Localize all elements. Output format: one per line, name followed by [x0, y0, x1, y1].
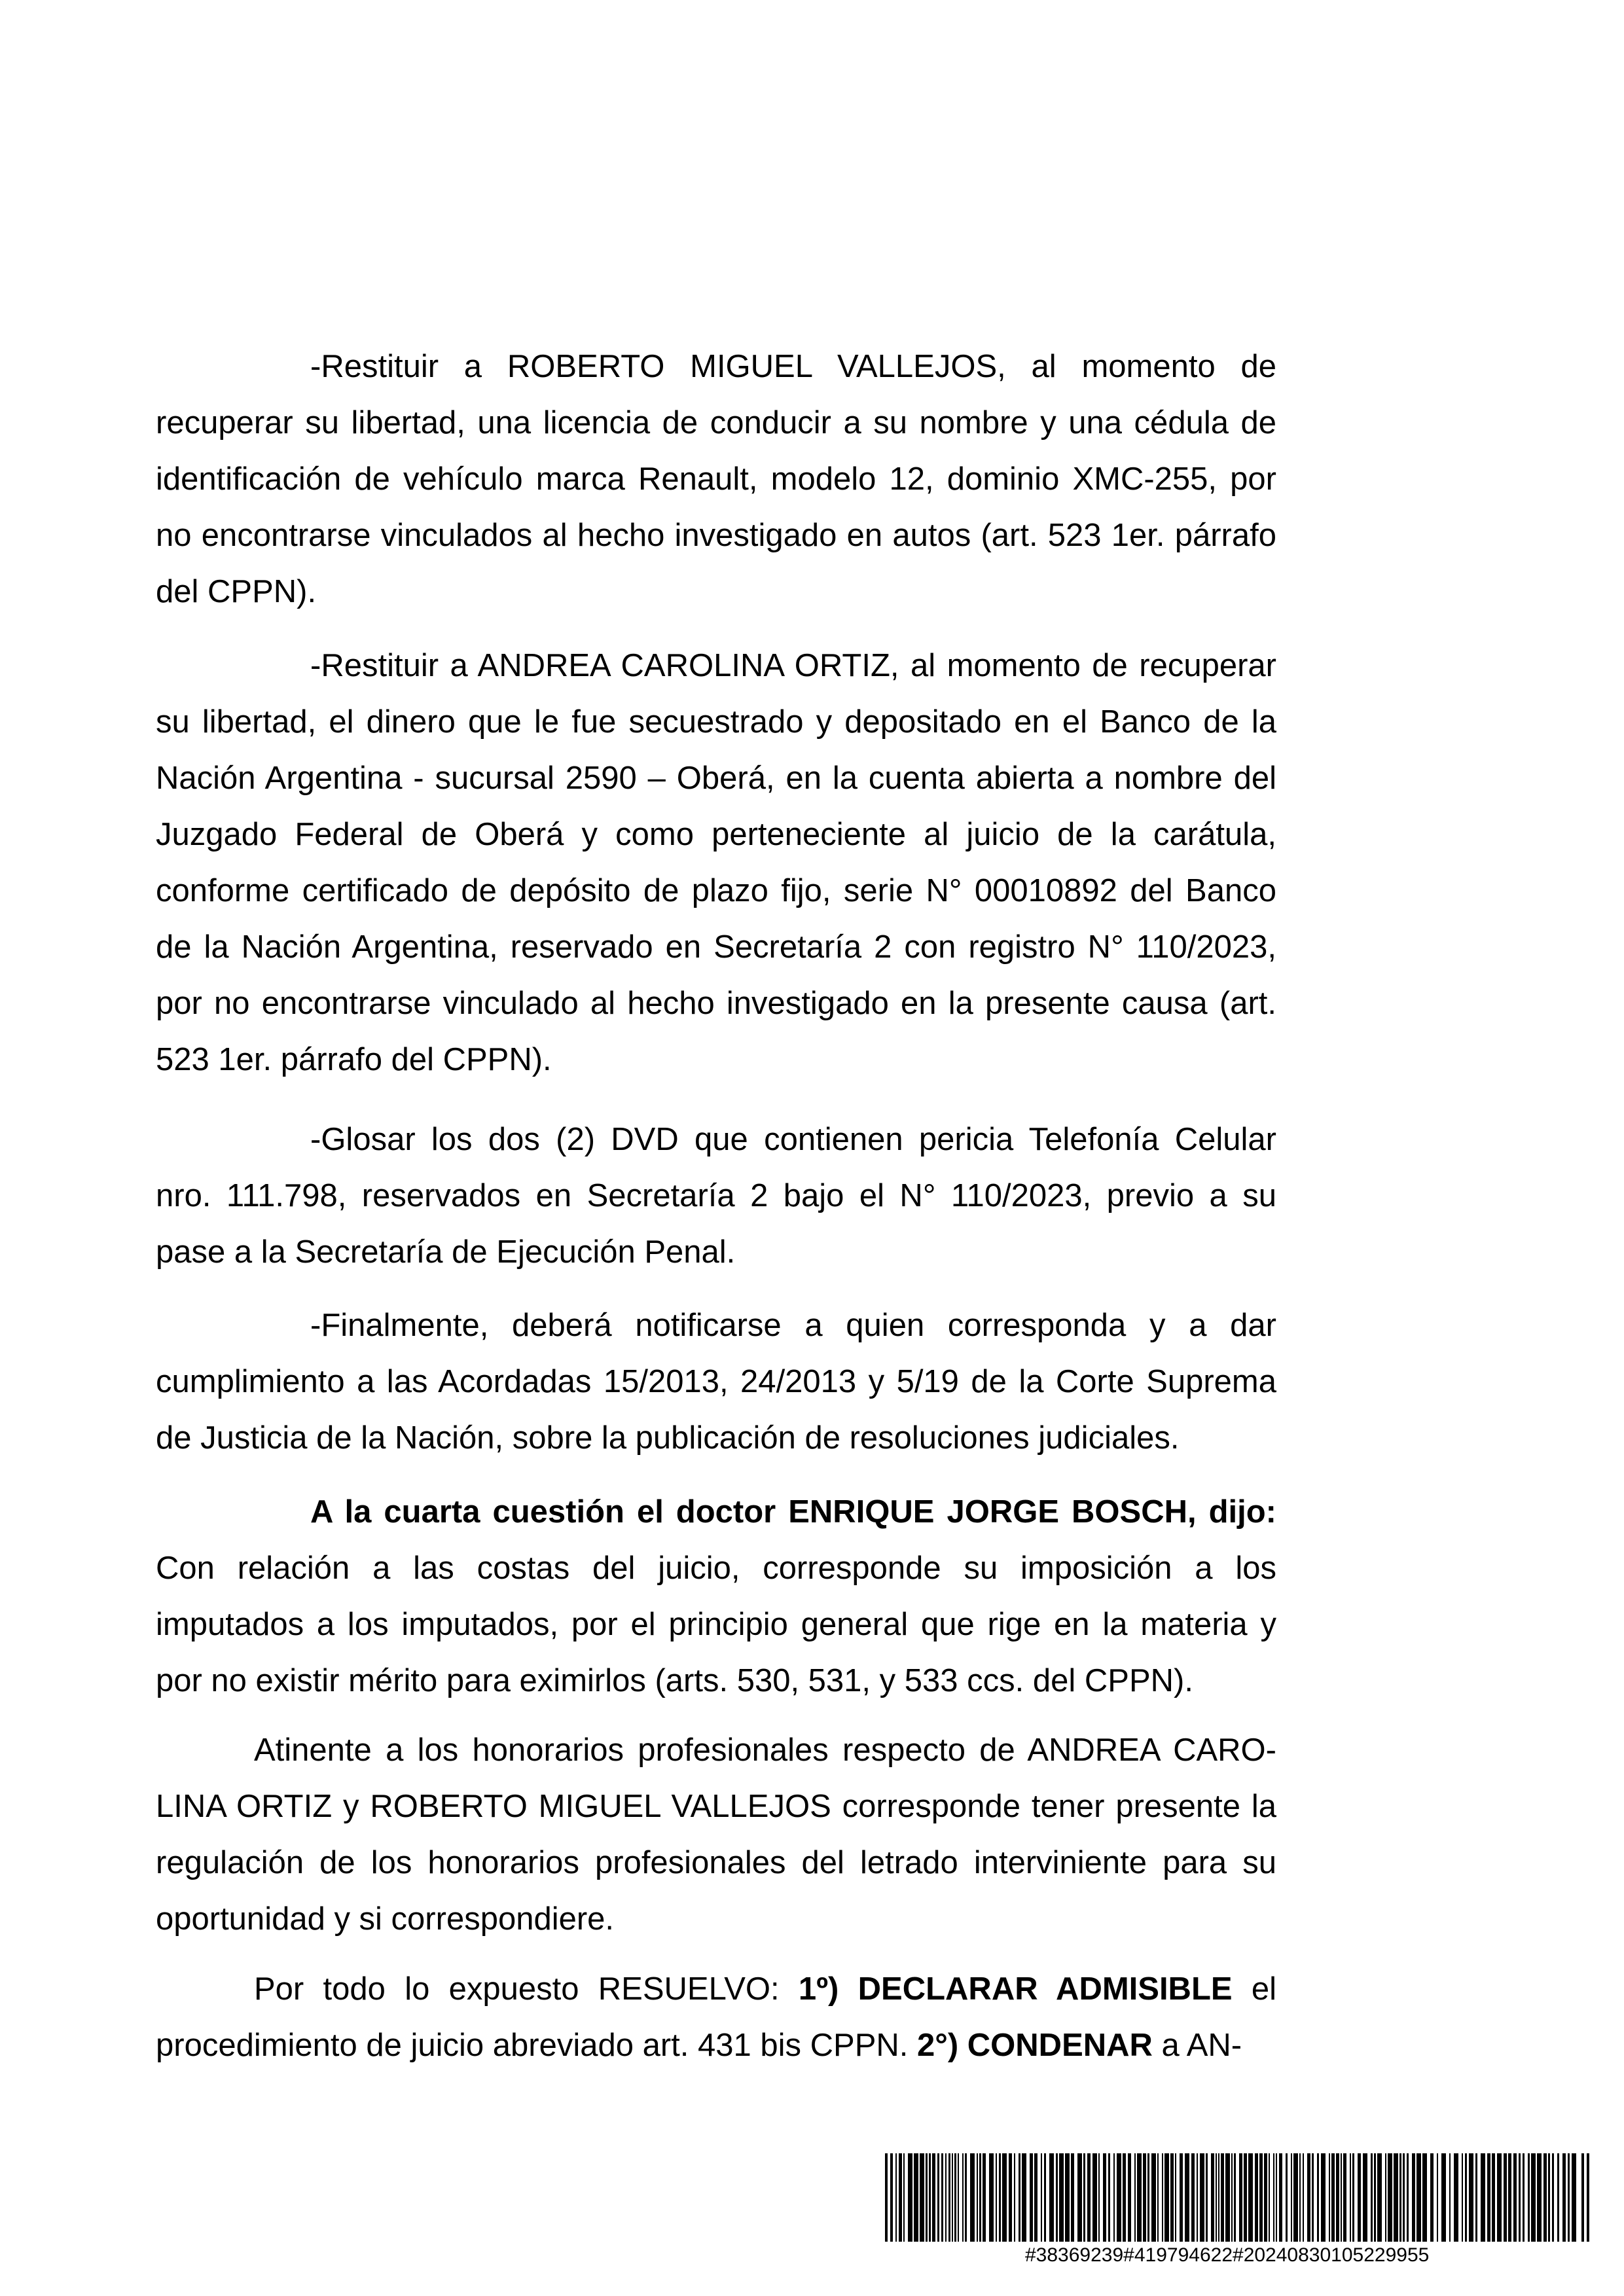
barcode-bar — [929, 2153, 931, 2242]
barcode-bar — [1103, 2153, 1106, 2242]
paragraph-resolution — [156, 1961, 1276, 2073]
barcode-bar — [1041, 2153, 1042, 2242]
barcode-bar — [1363, 2153, 1367, 2242]
barcode-bar — [1403, 2153, 1405, 2242]
barcode-bar — [914, 2153, 918, 2242]
barcode-bar — [1056, 2153, 1058, 2242]
barcode-bar — [1234, 2153, 1236, 2242]
paragraph-notification: -Finalmente, deberá notificarse a quien corresponda y a dar cumplimiento a las Acordadas 15/2013, 24/2013 y 5/19 de la Corte Suprema de Justicia de la Nación, sobre la publicación de resoluciones judiciales. — [156, 1308, 1276, 1456]
barcode-bar — [1343, 2153, 1346, 2242]
barcode-bar — [996, 2153, 997, 2242]
barcode-bar — [1044, 2153, 1046, 2242]
barcode-bar — [1371, 2153, 1373, 2242]
barcode-bar — [1388, 2153, 1392, 2242]
barcode-bar — [932, 2153, 935, 2242]
paragraph-fees: Atinente a los honorarios profesionales respecto de ANDREA CARO-LINA ORTIZ y ROBERTO MIGUEL VALLEJOS corresponde tener presente la regulación de los honorarios profesionales del letrado interviniente para su oportunidad y si correspondiere. — [156, 1732, 1276, 1937]
barcode-bar — [977, 2153, 978, 2242]
barcode-bar — [1341, 2153, 1342, 2242]
barcode-bar — [1108, 2153, 1110, 2242]
barcode-bar — [1128, 2153, 1131, 2242]
barcode-bar — [1087, 2153, 1091, 2242]
barcode-bar — [1231, 2153, 1233, 2242]
barcode-bar — [920, 2153, 924, 2242]
barcode-bar — [1218, 2153, 1219, 2242]
barcode-bar — [954, 2153, 956, 2242]
barcode-bar — [1358, 2153, 1361, 2242]
barcode-bar — [1200, 2153, 1204, 2242]
barcode-bar — [1523, 2153, 1525, 2242]
resolution-text-1: el procedimiento de juicio abreviado art. 431 bis CPPN. — [156, 1971, 1276, 2063]
barcode-bar — [1211, 2153, 1214, 2242]
barcode-bar — [1175, 2153, 1176, 2242]
barcode-bar — [1581, 2153, 1584, 2242]
barcode-bar — [999, 2153, 1001, 2242]
barcode-bar — [979, 2153, 981, 2242]
document-barcode — [885, 2153, 1592, 2242]
barcode-bar — [1264, 2153, 1267, 2242]
barcode-bar — [1049, 2153, 1054, 2242]
barcode-bar — [903, 2153, 905, 2242]
barcode-bar — [1269, 2153, 1270, 2242]
barcode-bar — [1123, 2153, 1126, 2242]
barcode-bar — [958, 2153, 959, 2242]
barcode-bar — [1276, 2153, 1277, 2242]
barcode-bar — [1481, 2153, 1485, 2242]
barcode-bar — [1548, 2153, 1550, 2242]
fourth-question-body: Con relación a las costas del juicio, corresponde su imposición a los imputados a los imputados, por el principio general que rige en la materia y por no existir mérito para eximirlos (arts. 530, 531, y 533 ccs. del CPPN). — [156, 1551, 1276, 1698]
barcode-bar — [1034, 2153, 1038, 2242]
barcode-bar — [1454, 2153, 1458, 2242]
barcode-bar — [1286, 2153, 1288, 2242]
barcode-bar — [1562, 2153, 1566, 2242]
barcode-bar — [1259, 2153, 1263, 2242]
barcode-bar — [1244, 2153, 1247, 2242]
barcode-bar — [1336, 2153, 1339, 2242]
barcode-bar — [926, 2153, 928, 2242]
barcode-bar — [1083, 2153, 1085, 2242]
barcode-bar — [1352, 2153, 1354, 2242]
barcode-bar — [1206, 2153, 1208, 2242]
barcode-bar — [1180, 2153, 1183, 2242]
barcode-code-text: #38369239#419794622#20240830105229955 — [1025, 2244, 1430, 2266]
barcode-bar — [1475, 2153, 1477, 2242]
barcode-bar — [1293, 2153, 1298, 2242]
barcode-bar — [1469, 2153, 1473, 2242]
barcode-bar — [1071, 2153, 1074, 2242]
barcode-bar — [970, 2153, 975, 2242]
barcode-bar — [1164, 2153, 1169, 2242]
barcode-bar — [1216, 2153, 1217, 2242]
barcode-bar — [1299, 2153, 1301, 2242]
barcode-bar — [1412, 2153, 1415, 2242]
barcode-bar — [1465, 2153, 1467, 2242]
barcode-bar — [1462, 2153, 1463, 2242]
barcode-bar — [1162, 2153, 1163, 2242]
barcode-bar — [1329, 2153, 1330, 2242]
barcode-bar — [1022, 2153, 1026, 2242]
barcode-bar — [1528, 2153, 1530, 2242]
resolution-item-1: 1º) DECLARAR ADMISIBLE — [798, 1971, 1233, 2007]
barcode-bar — [1279, 2153, 1282, 2242]
paragraph-restitution-ortiz: -Restituir a ANDREA CAROLINA ORTIZ, al momento de recuperar su libertad, el dinero que le fue secuestrado y depositado en el Banco de la Nación Argentina - sucursal 2590 – Oberá, en la cuenta abierta a nombre del Juzgado Federal de Oberá y como perteneciente al juicio de la carátula, conforme certificado de depósito de plazo fijo, serie N° 00010892 del Banco de la Nación Argentina, reservado en Secretaría 2 con registro N° 110/2023, por no encontrarse vinculado al hecho investigado en la presente causa (art. 523 1er. párrafo del CPPN). — [156, 648, 1276, 1077]
resolution-intro: Por todo lo expuesto RESUELVO: — [254, 1971, 799, 2007]
barcode-bar — [899, 2153, 902, 2242]
barcode-bar — [1497, 2153, 1502, 2242]
barcode-bar — [1030, 2153, 1033, 2242]
fourth-question-heading: A la cuarta cuestión el doctor ENRIQUE JORGE BOSCH, dijo: — [310, 1494, 1276, 1530]
barcode-bar — [1170, 2153, 1174, 2242]
barcode-bar — [1321, 2153, 1326, 2242]
barcode-bar — [1014, 2153, 1015, 2242]
barcode-bar — [1197, 2153, 1198, 2242]
paragraph-restitution-vallejos: -Restituir a ROBERTO MIGUEL VALLEJOS, al momento de recuperar su libertad, una licencia de conducir a su nombre y una cédula de identificación de vehículo marca Renault, modelo 12, dominio XMC-255, por no encontrarse vinculados al hecho investigado en autos (art. 523 1er. párrafo del CPPN). — [156, 349, 1276, 609]
barcode-bar — [908, 2153, 912, 2242]
barcode-bar — [1291, 2153, 1292, 2242]
barcode-bar — [1303, 2153, 1304, 2242]
barcode-bar — [948, 2153, 950, 2242]
barcode-bar — [1092, 2153, 1097, 2242]
barcode-bar — [1430, 2153, 1434, 2242]
barcode-bar — [1487, 2153, 1490, 2242]
barcode-bar — [962, 2153, 964, 2242]
barcode-bar — [952, 2153, 953, 2242]
barcode-bar — [1009, 2153, 1012, 2242]
resolution-text-2: a AN- — [1152, 2028, 1242, 2063]
barcode-bar — [1407, 2153, 1409, 2242]
barcode-bar — [1239, 2153, 1242, 2242]
barcode-bar — [1557, 2153, 1559, 2242]
barcode-bar — [1151, 2153, 1156, 2242]
barcode-bar — [1137, 2153, 1142, 2242]
barcode-bar — [1317, 2153, 1319, 2242]
barcode-bar — [1331, 2153, 1335, 2242]
barcode-bar — [1543, 2153, 1547, 2242]
barcode-bar — [965, 2153, 967, 2242]
barcode-bar — [1492, 2153, 1495, 2242]
barcode-bar — [1572, 2153, 1576, 2242]
barcode-bar — [1134, 2153, 1136, 2242]
barcode-bar — [1248, 2153, 1253, 2242]
barcode-bar — [1065, 2153, 1070, 2242]
barcode-bar — [1273, 2153, 1274, 2242]
barcode-bar — [1077, 2153, 1082, 2242]
barcode-bar — [1437, 2153, 1438, 2242]
barcode-bar — [1059, 2153, 1064, 2242]
barcode-bar — [1537, 2153, 1542, 2242]
barcode-bar — [895, 2153, 897, 2242]
barcode-bar — [1191, 2153, 1195, 2242]
resolution-item-2: 2°) CONDENAR — [917, 2028, 1153, 2063]
barcode-bar — [1143, 2153, 1146, 2242]
barcode-bar — [1374, 2153, 1376, 2242]
barcode-bar — [941, 2153, 943, 2242]
barcode-bar — [1255, 2153, 1258, 2242]
paragraph-glosar-dvd: -Glosar los dos (2) DVD que contienen pericia Telefonía Celular nro. 111.798, reservados en Secretaría 2 bajo el N° 110/2023, previo a su pase a la Secretaría de Ejecución Penal. — [156, 1122, 1276, 1270]
barcode-bar — [890, 2153, 893, 2242]
barcode-bar — [1113, 2153, 1115, 2242]
barcode-bar — [1587, 2153, 1589, 2242]
barcode-bar — [885, 2153, 888, 2242]
paragraph-fourth-question — [156, 1484, 1276, 1709]
barcode-bar — [1519, 2153, 1521, 2242]
barcode-bar — [1019, 2153, 1020, 2242]
barcode-bar — [1568, 2153, 1570, 2242]
barcode-bar — [1307, 2153, 1310, 2242]
barcode-bar — [1416, 2153, 1421, 2242]
barcode-bar — [1504, 2153, 1507, 2242]
barcode-bar — [945, 2153, 947, 2242]
barcode-bar — [1117, 2153, 1121, 2242]
barcode-bar — [1377, 2153, 1382, 2242]
barcode-bar — [1422, 2153, 1427, 2242]
barcode-bar — [1002, 2153, 1007, 2242]
barcode-bar — [937, 2153, 939, 2242]
barcode-bar — [1531, 2153, 1536, 2242]
barcode-bar — [1350, 2153, 1351, 2242]
barcode-bar — [1513, 2153, 1517, 2242]
barcode-bar — [1157, 2153, 1159, 2242]
barcode-bar — [1508, 2153, 1511, 2242]
barcode-bar — [1312, 2153, 1314, 2242]
barcode-bar — [1225, 2153, 1230, 2242]
barcode-bar — [1147, 2153, 1149, 2242]
barcode-bar — [983, 2153, 986, 2242]
barcode-bar — [989, 2153, 994, 2242]
barcode-bar — [1385, 2153, 1386, 2242]
barcode-bar — [1098, 2153, 1100, 2242]
barcode-bar — [1394, 2153, 1398, 2242]
barcode-bar — [1449, 2153, 1451, 2242]
barcode-bar — [1552, 2153, 1554, 2242]
barcode-bar — [1221, 2153, 1224, 2242]
barcode-bar — [1185, 2153, 1189, 2242]
barcode-bar — [1441, 2153, 1446, 2242]
barcode-bar — [1399, 2153, 1401, 2242]
